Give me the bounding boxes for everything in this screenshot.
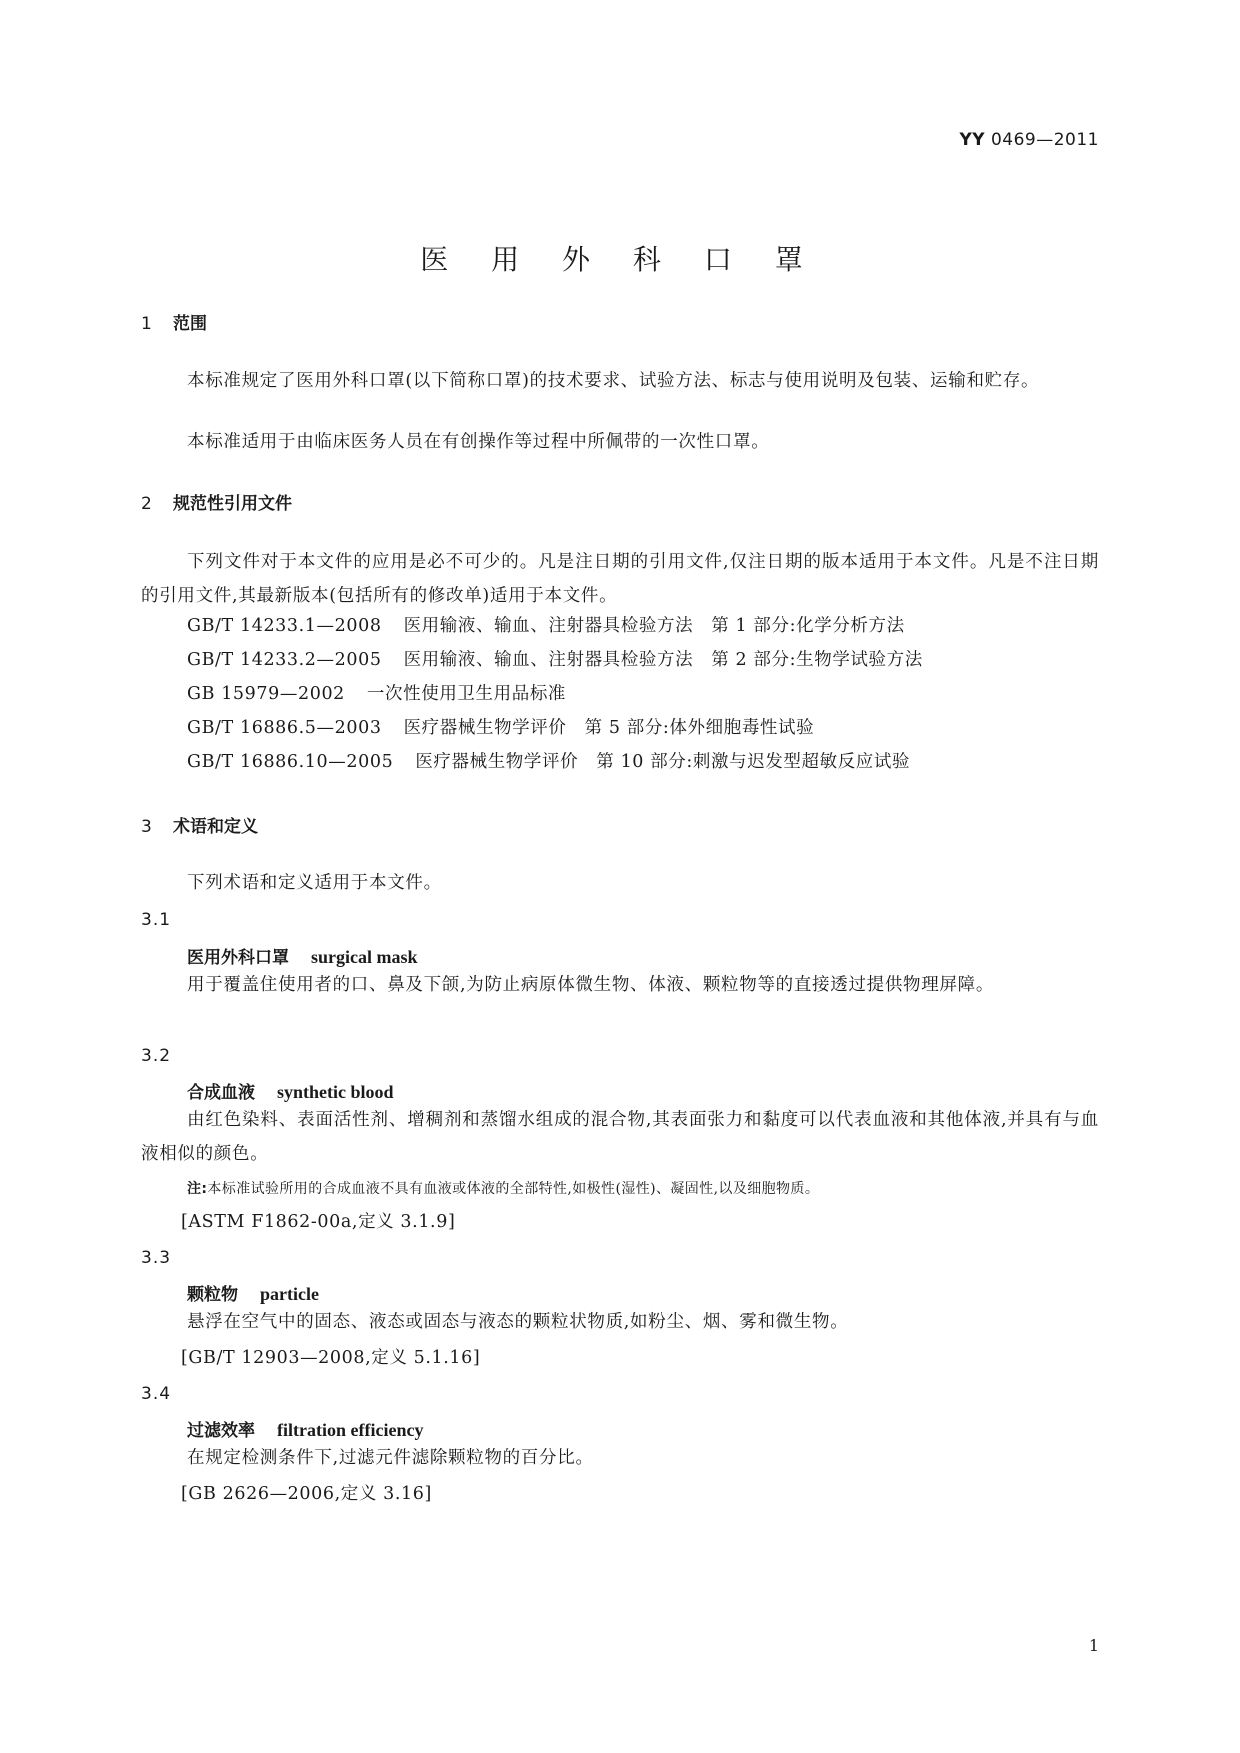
term-zh: 颗粒物: [187, 1285, 238, 1305]
term-heading: [187, 1416, 423, 1441]
term-definition: 在规定检测条件下,过滤元件滤除颗粒物的百分比。: [187, 1448, 594, 1468]
reference-title: 医用输液、输血、注射器具检验方法 第 1 部分:化学分析方法: [403, 616, 905, 636]
term-source: [GB 2626—2006,定义 3.16]: [181, 1484, 432, 1504]
document-title: 医 用 外 科 口 罩: [420, 243, 820, 276]
reference-code: GB 15979—2002: [187, 684, 345, 704]
term-heading: [187, 1078, 394, 1103]
term-source: [GB/T 12903—2008,定义 5.1.16]: [181, 1348, 481, 1368]
standard-number: [959, 130, 1099, 150]
standard-prefix: YY: [959, 130, 986, 150]
section-title: 规范性引用文件: [173, 494, 292, 514]
note: [187, 1178, 819, 1198]
section-2-intro: 下列文件对于本文件的应用是必不可少的。凡是注日期的引用文件,仅注日期的版本适用于本文件。凡是不注日期的引用文件,其最新版本(包括所有的修改单)适用于本文件。: [141, 552, 1099, 606]
term-en: filtration efficiency: [277, 1420, 424, 1440]
clause-number: 3.2: [141, 1046, 172, 1066]
term-en: particle: [260, 1284, 319, 1304]
term-zh: 医用外科口罩: [187, 948, 289, 968]
reference-title: 医用输液、输血、注射器具检验方法 第 2 部分:生物学试验方法: [403, 650, 923, 670]
reference-title: 医疗器械生物学评价 第 10 部分:刺激与迟发型超敏反应试验: [415, 752, 911, 772]
standard-code: 0469—2011: [990, 130, 1099, 150]
reference-code: GB/T 16886.5—2003: [187, 718, 382, 738]
reference-title: 一次性使用卫生用品标准: [366, 684, 567, 704]
clause-number: 3.1: [141, 910, 172, 930]
reference-code: GB/T 16886.10—2005: [187, 752, 394, 772]
reference-item: [187, 748, 910, 773]
term-zh: 合成血液: [187, 1083, 255, 1103]
section-number: 3: [141, 817, 152, 837]
reference-item: [187, 612, 905, 637]
reference-item: [187, 714, 814, 739]
section-3-intro: 下列术语和定义适用于本文件。: [187, 873, 442, 893]
note-text: 本标准试验所用的合成血液不具有血液或体液的全部特性,如极性(湿性)、凝固性,以及细胞物质。: [207, 1181, 820, 1197]
reference-code: GB/T 14233.2—2005: [187, 650, 382, 670]
section-1-para-1: 本标准规定了医用外科口罩(以下简称口罩)的技术要求、试验方法、标志与使用说明及包装、运输和贮存。: [187, 371, 1040, 391]
section-2-heading: [141, 489, 292, 514]
reference-code: GB/T 14233.1—2008: [187, 616, 382, 636]
term-source: [ASTM F1862-00a,定义 3.1.9]: [181, 1212, 456, 1232]
section-3-heading: [141, 812, 258, 837]
clause-number: 3.4: [141, 1384, 172, 1404]
page-number: 1: [1088, 1636, 1099, 1655]
term-en: surgical mask: [311, 947, 418, 967]
term-zh: 过滤效率: [187, 1421, 255, 1441]
clause-number: 3.3: [141, 1248, 172, 1268]
term-definition: 由红色染料、表面活性剂、增稠剂和蒸馏水组成的混合物,其表面张力和黏度可以代表血液和其他体液,并具有与血液相似的颜色。: [141, 1110, 1099, 1164]
section-number: 2: [141, 494, 152, 514]
term-heading: [187, 943, 418, 968]
reference-item: [187, 680, 566, 705]
term-definition: 用于覆盖住使用者的口、鼻及下颌,为防止病原体微生物、体液、颗粒物等的直接透过提供物理屏障。: [187, 975, 995, 995]
section-title: 范围: [173, 314, 207, 334]
note-label: 注:: [187, 1181, 208, 1197]
reference-item: [187, 646, 923, 671]
section-1-heading: [141, 309, 207, 334]
section-number: 1: [141, 314, 152, 334]
term-en: synthetic blood: [277, 1082, 394, 1102]
section-1-para-2: 本标准适用于由临床医务人员在有创操作等过程中所佩带的一次性口罩。: [187, 432, 770, 452]
reference-title: 医疗器械生物学评价 第 5 部分:体外细胞毒性试验: [403, 718, 815, 738]
term-definition: 悬浮在空气中的固态、液态或固态与液态的颗粒状物质,如粉尘、烟、雾和微生物。: [187, 1312, 849, 1332]
section-title: 术语和定义: [173, 817, 258, 837]
term-heading: [187, 1280, 319, 1305]
